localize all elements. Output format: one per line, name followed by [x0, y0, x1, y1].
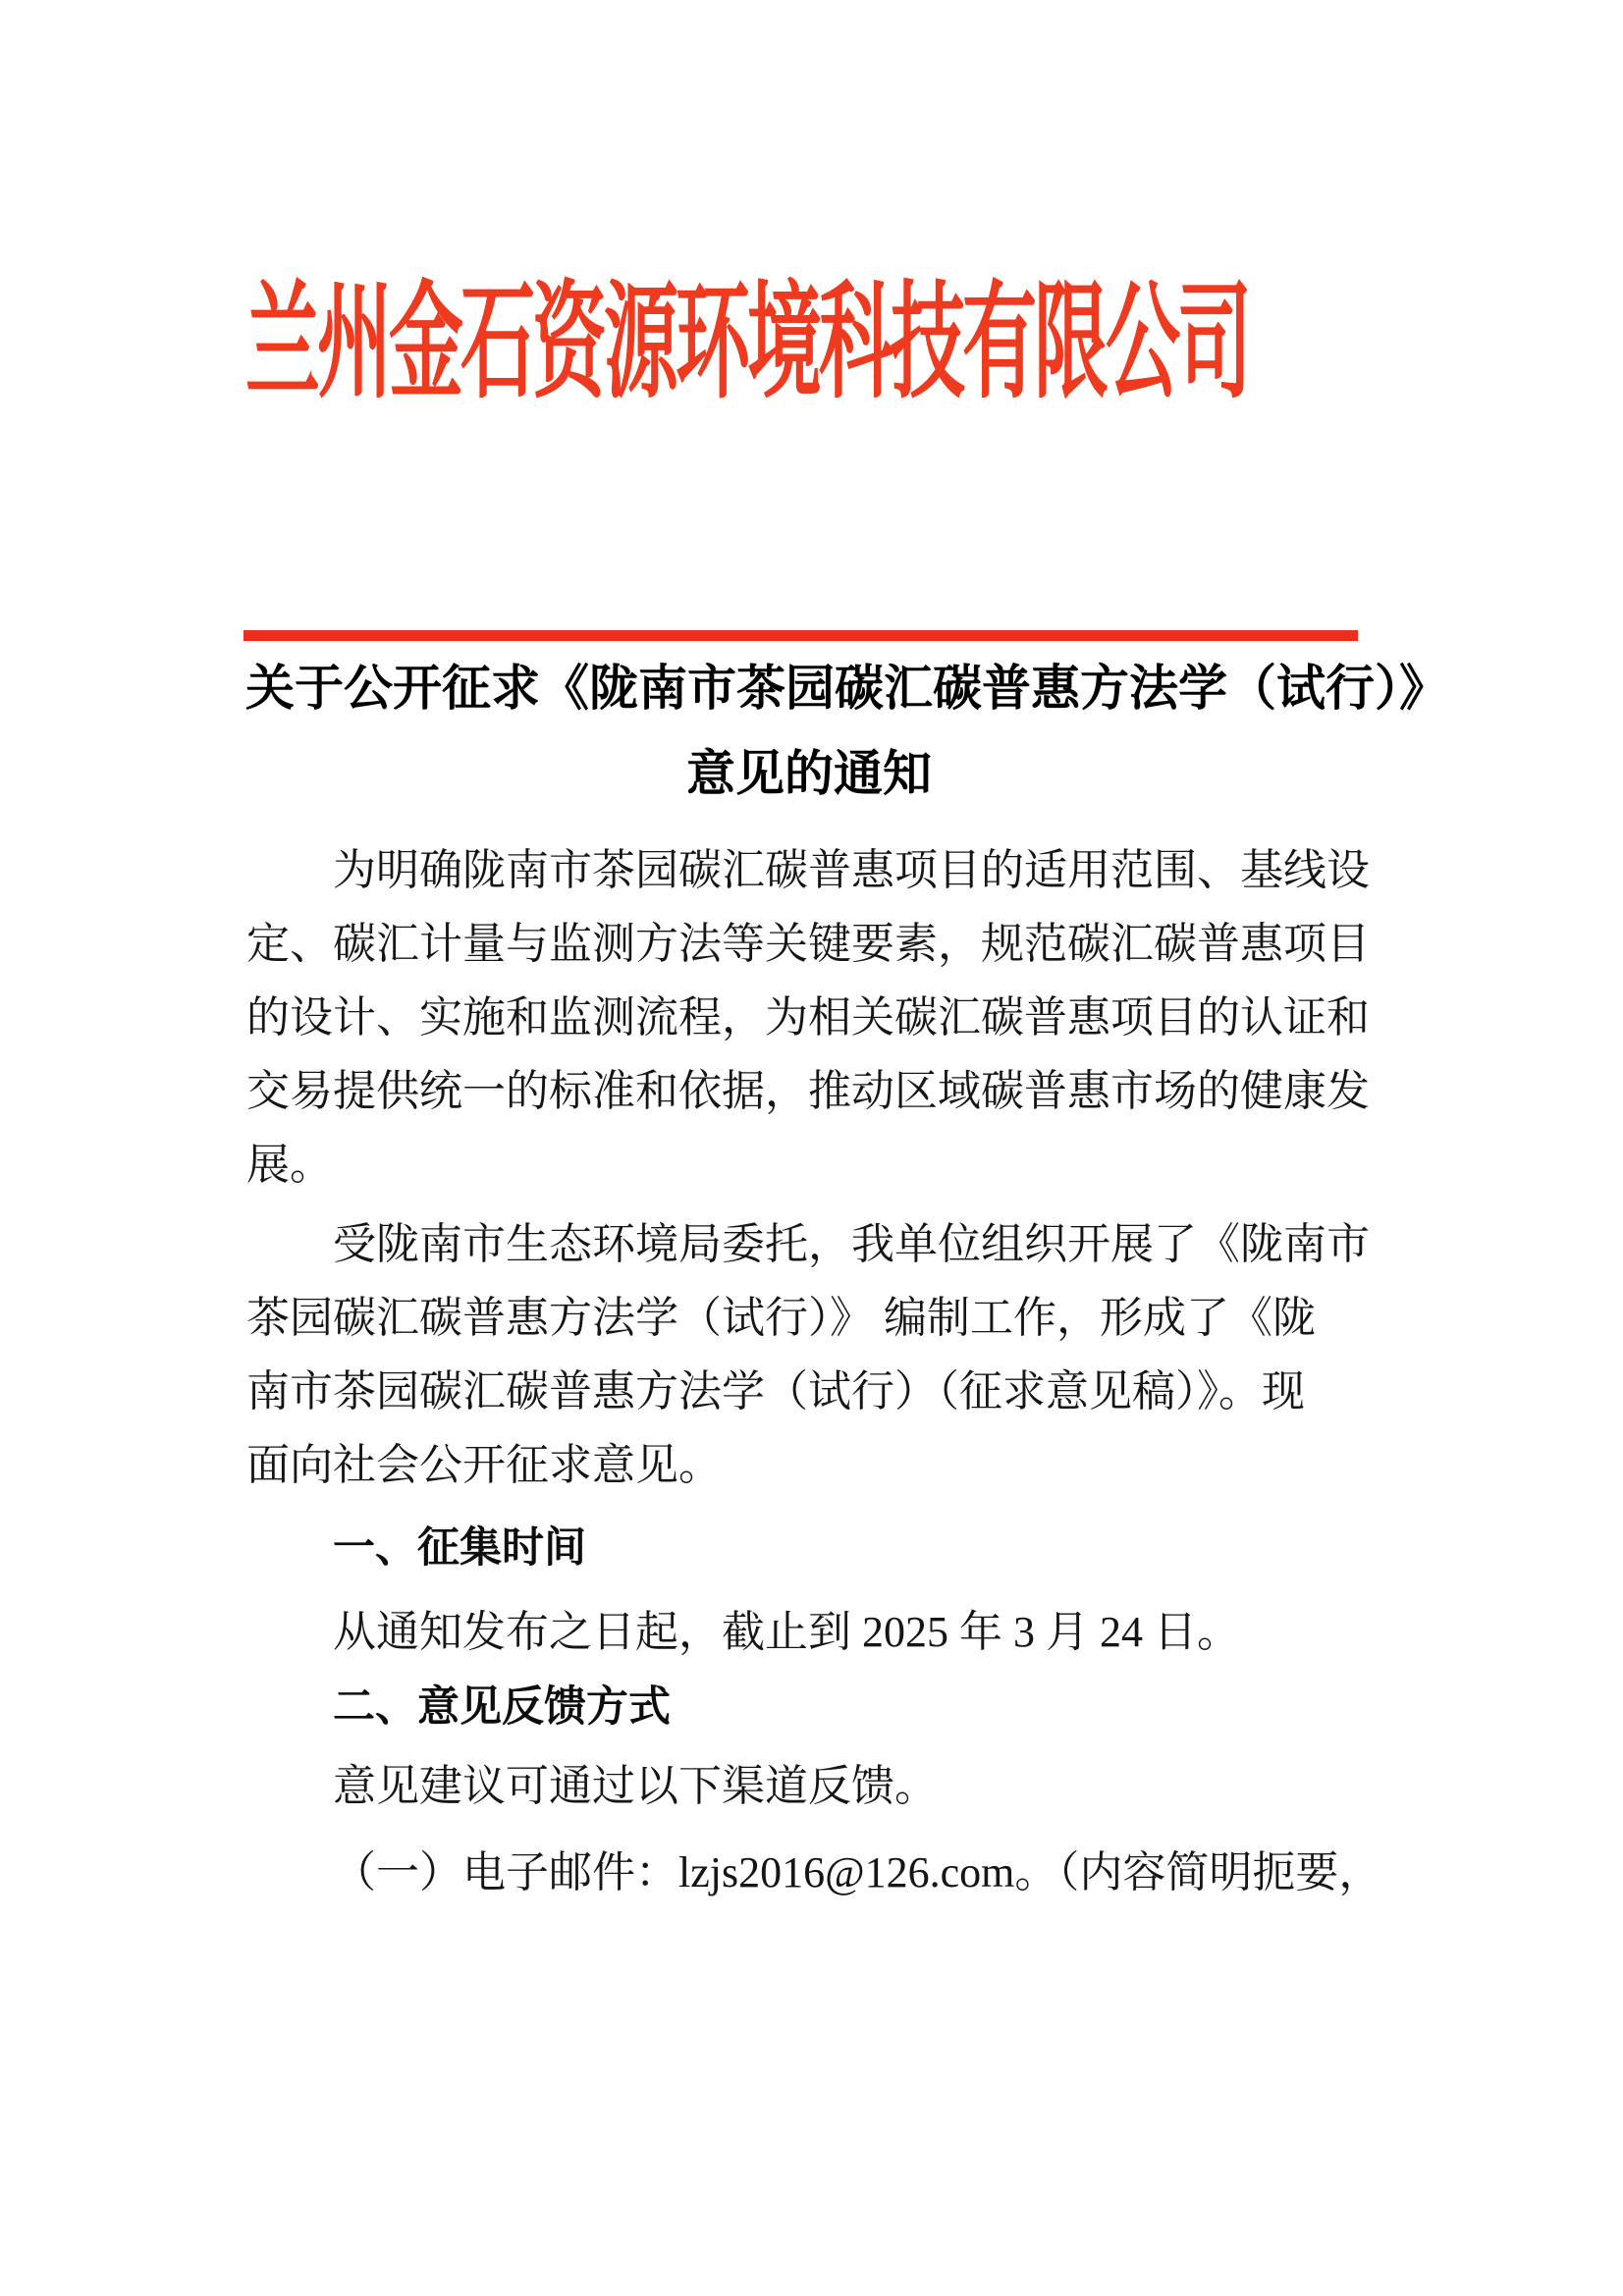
section2-heading-feedback-method: 二、意见反馈方式 [333, 1683, 671, 1731]
paragraph1-line-5: 展。 [246, 1141, 333, 1189]
paragraph2-line-4: 面向社会公开征求意见。 [246, 1441, 722, 1489]
section2-email-line: （一）电子邮件：lzjs2016@126.com。（内容简明扼要， [333, 1848, 1382, 1896]
letterhead-divider-line [243, 630, 1358, 641]
letterhead-company-name: 兰州金石资源环境科技有限公司 [245, 274, 1249, 414]
paragraph2-line-2: 茶园碳汇碳普惠方法学（试行）》 编制工作，形成了《陇 [246, 1294, 1316, 1342]
paragraph1-line-4: 交易提供统一的标准和依据，推动区域碳普惠市场的健康发 [246, 1067, 1370, 1115]
paragraph2-line-1: 受陇南市生态环境局委托，我单位组织开展了《陇南市 [333, 1220, 1370, 1268]
section1-heading-collection-time: 一、征集时间 [333, 1524, 586, 1572]
paragraph2-line-3: 南市茶园碳汇碳普惠方法学（试行）（征求意见稿）》。现 [246, 1367, 1305, 1415]
notice-title-line-1: 关于公开征求《陇南市茶园碳汇碳普惠方法学（试行）》 [245, 661, 1448, 716]
paragraph1-line-1: 为明确陇南市茶园碳汇碳普惠项目的适用范围、基线设 [333, 846, 1370, 894]
paragraph1-line-2: 定、碳汇计量与监测方法等关键要素，规范碳汇碳普惠项目 [246, 920, 1370, 968]
paragraph1-line-3: 的设计、实施和监测流程，为相关碳汇碳普惠项目的认证和 [246, 993, 1370, 1041]
section1-deadline-line: 从通知发布之日起，截止到 2025 年 3 月 24 日。 [333, 1608, 1240, 1656]
section2-intro-line: 意见建议可通过以下渠道反馈。 [333, 1762, 938, 1810]
notice-title-line-2: 意见的通知 [686, 746, 932, 801]
